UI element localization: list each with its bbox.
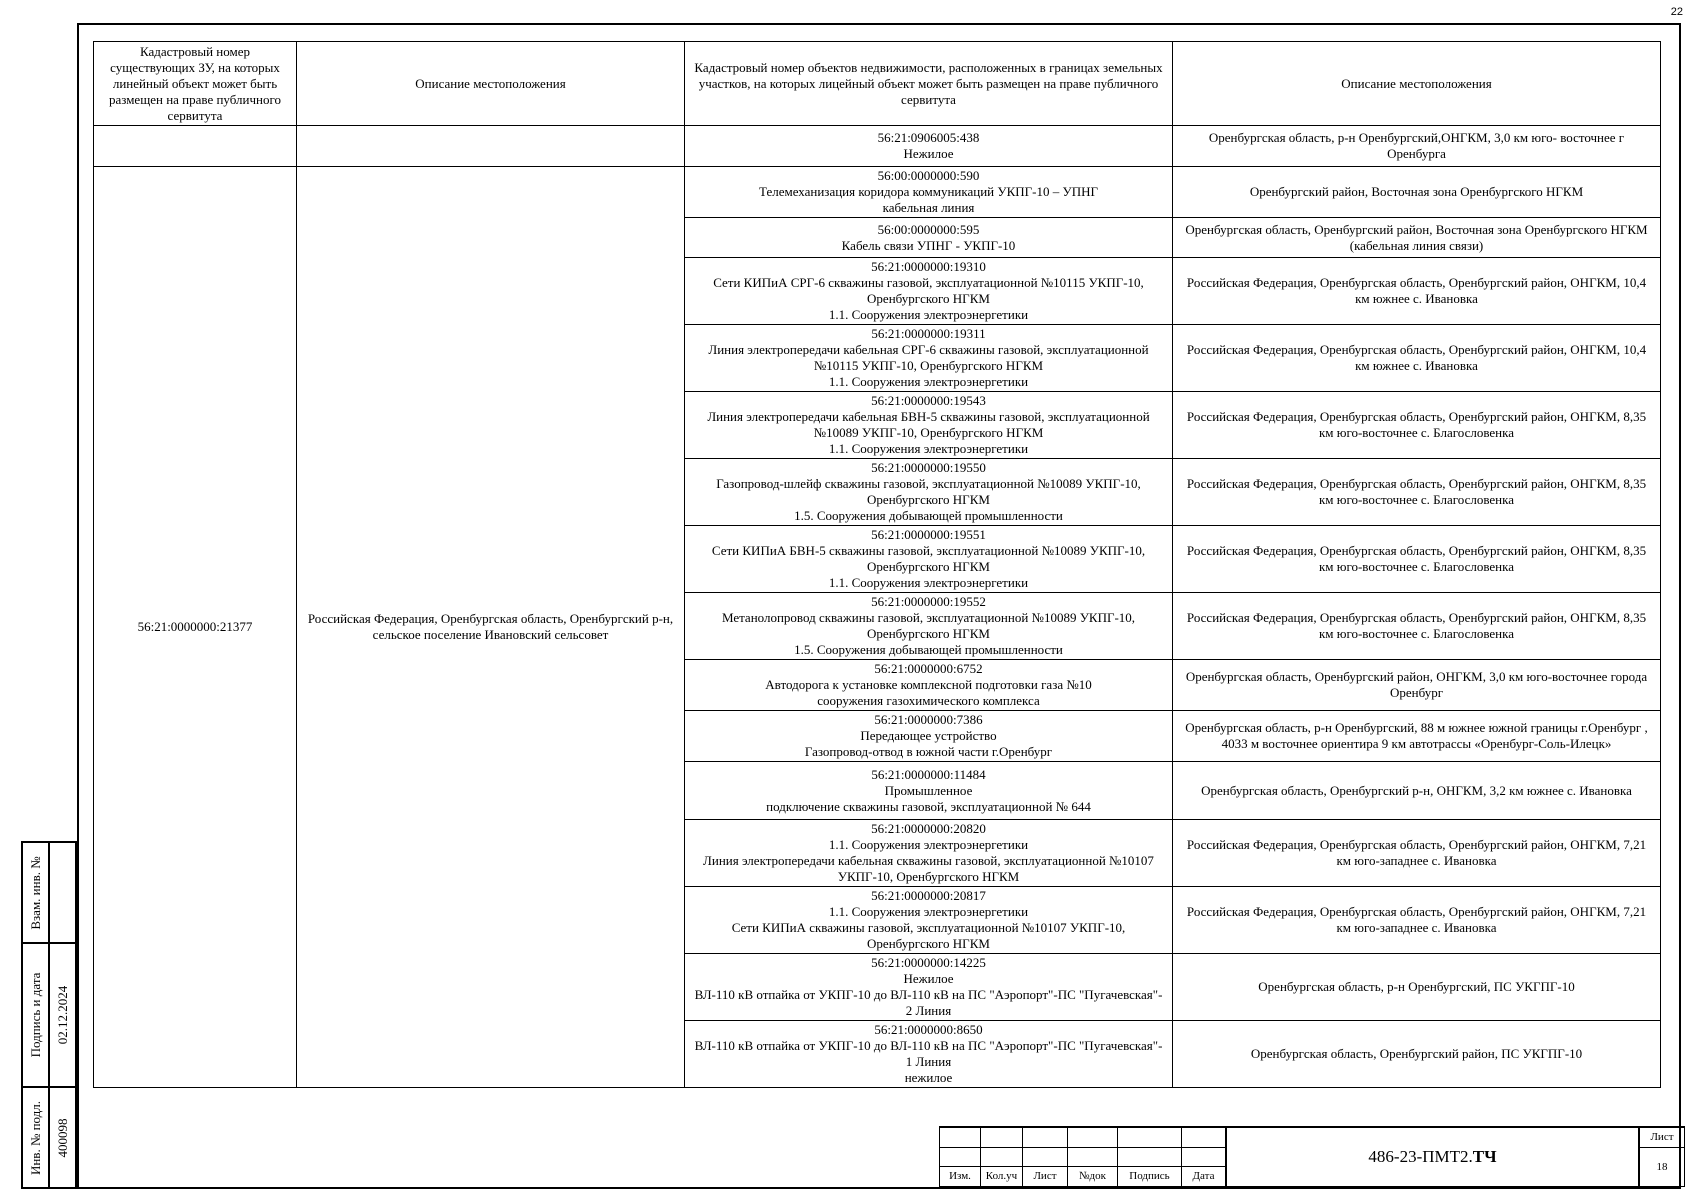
object-cell: 56:21:0000000:6752 Автодорога к установке комплексной подготовки газа №10 сооружения газохимического комплекса (685, 660, 1173, 711)
sheet-label: Лист (1639, 1127, 1685, 1147)
object-cell: 56:21:0000000:20817 1.1. Сооружения электроэнергетики Сети КИПиА скважины газовой, эксплуатационной №10107 УКПГ-10, Оренбургского НГКМ (685, 887, 1173, 954)
col-ndok: №док (1068, 1166, 1118, 1186)
sheet-number: 18 (1639, 1147, 1685, 1186)
object-cell: 56:21:0000000:20820 1.1. Сооружения электроэнергетики Линия электропередачи кабельная скважины газовой, эксплуатационной №10107 УКПГ-10, Оренбургского НГКМ (685, 820, 1173, 887)
sign-date: 02.12.2024 (54, 985, 70, 1045)
location-cell: Оренбургская область, Оренбургский р-н, ОНГКМ, 3,2 км южнее с. Ивановка (1173, 762, 1661, 820)
title-block (939, 1126, 1685, 1187)
object-cell: 56:21:0000000:19550 Газопровод-шлейф скважины газовой, эксплуатационной №10089 УКПГ-10, Оренбургского НГКМ 1.5. Сооружения добывающей промышленности (685, 459, 1173, 526)
location-cell: Российская Федерация, Оренбургская область, Оренбургский район, ОНГКМ, 7,21 км юго-западнее с. Ивановка (1173, 887, 1661, 954)
location-cell: Оренбургская область, Оренбургский район, Восточная зона Оренбургского НГКМ (кабельная линия связи) (1173, 218, 1661, 258)
location-cell: Оренбургский район, Восточная зона Оренбургского НГКМ (1173, 167, 1661, 218)
location-cell: Российская Федерация, Оренбургская область, Оренбургский район, ОНГКМ, 8,35 км юго-восточнее с. Благословенка (1173, 526, 1661, 593)
col-data: Дата (1182, 1166, 1227, 1186)
document-code: 486-23-ПМТ2.ТЧ (1368, 1146, 1497, 1166)
header-cadastral-parcel: Кадастровый номер существующих ЗУ, на которых линейный объект может быть размещен на праве публичного сервитута (94, 42, 297, 126)
object-cell: 56:21:0000000:19551 Сети КИПиА БВН-5 скважины газовой, эксплуатационной №10089 УКПГ-10, Оренбургского НГКМ 1.1. Сооружения электроэнергетики (685, 526, 1173, 593)
header-row (94, 42, 1661, 126)
side-stamp (21, 841, 77, 1189)
object-cell: 56:00:0000000:590 Телемеханизация коридора коммуникаций УКПГ-10 – УПНГ кабельная линия (685, 167, 1173, 218)
location-cell: Российская Федерация, Оренбургская область, Оренбургский район, ОНГКМ, 8,35 км юго-восточнее с. Благословенка (1173, 459, 1661, 526)
location-cell: Оренбургская область, Оренбургский район, ПС УКГПГ-10 (1173, 1021, 1661, 1088)
object-cell: 56:21:0000000:19552 Метанолопровод скважины газовой, эксплуатационной №10089 УКПГ-10, Оренбургского НГКМ 1.5. Сооружения добывающей промышленности (685, 593, 1173, 660)
table-row (94, 167, 1661, 218)
parcel-number-cell: 56:21:0000000:21377 (94, 167, 297, 1088)
col-kolich: Кол.уч (981, 1166, 1023, 1186)
object-cell: 56:21:0000000:19310 Сети КИПиА СРГ-6 скважины газовой, эксплуатационной №10115 УКПГ-10, Оренбургского НГКМ 1.1. Сооружения электроэнергетики (685, 258, 1173, 325)
location-cell: Оренбургская область, р-н Оренбургский, ПС УКГПГ-10 (1173, 954, 1661, 1021)
podpis-label: Подпись и дата (27, 972, 43, 1058)
location-cell: Оренбургская область, р-н Оренбургский, 88 м южнее южной границы г.Оренбург , 4033 м восточнее ориентира 9 км автотрассы «Оренбург-Соль-Илецк» (1173, 711, 1661, 762)
object-cell: 56:21:0000000:11484 Промышленное подключение скважины газовой, эксплуатационной № 644 (685, 762, 1173, 820)
location-cell: Оренбургская область, Оренбургский район, ОНГКМ, 3,0 км юго-восточнее города Оренбург (1173, 660, 1661, 711)
vzam-label: Взам. инв. № (27, 855, 43, 930)
location-cell: Российская Федерация, Оренбургская область, Оренбургский район, ОНГКМ, 10,4 км южнее с. Ивановка (1173, 258, 1661, 325)
empty-cell (297, 126, 685, 167)
object-cell: 56:21:0000000:19311 Линия электропередачи кабельная СРГ-6 скважины газовой, эксплуатационной №10115 УКПГ-10, Оренбургского НГКМ 1.1. Сооружения электроэнергетики (685, 325, 1173, 392)
col-list: Лист (1023, 1166, 1068, 1186)
location-cell: Российская Федерация, Оренбургская область, Оренбургский район, ОНГКМ, 7,21 км юго-западнее с. Ивановка (1173, 820, 1661, 887)
location-cell: Российская Федерация, Оренбургская область, Оренбургский район, ОНГКМ, 10,4 км южнее с. Ивановка (1173, 325, 1661, 392)
header-cadastral-objects: Кадастровый номер объектов недвижимости, расположенных в границах земельных участков, на которых лицейный объект может быть размещен на праве публичного сервитута (685, 42, 1173, 126)
servitude-table (93, 41, 1661, 1088)
table-row (94, 126, 1661, 167)
object-cell: 56:21:0000000:14225 Нежилое ВЛ-110 кВ отпайка от УКПГ-10 до ВЛ-110 кВ на ПС "Аэропорт"-ПС "Пугачевская"- 2 Линия (685, 954, 1173, 1021)
empty-cell (94, 126, 297, 167)
location-cell: Оренбургская область, р-н Оренбургский,ОНГКМ, 3,0 км юго- восточнее г Оренбурга (1173, 126, 1661, 167)
page-number: 22 (1670, 6, 1683, 18)
col-izm: Изм. (940, 1166, 981, 1186)
location-cell: Российская Федерация, Оренбургская область, Оренбургский район, ОНГКМ, 8,35 км юго-восточнее с. Благословенка (1173, 593, 1661, 660)
object-cell: 56:21:0000000:7386 Передающее устройство Газопровод-отвод в южной части г.Оренбург (685, 711, 1173, 762)
inv-label: Инв. № подл. (27, 1100, 43, 1175)
object-cell: 56:00:0000000:595 Кабель связи УПНГ - УКПГ-10 (685, 218, 1173, 258)
header-object-location: Описание местоположения (1173, 42, 1661, 126)
object-cell: 56:21:0000000:8650 ВЛ-110 кВ отпайка от УКПГ-10 до ВЛ-110 кВ на ПС "Аэропорт"-ПС "Пугачевская"- 1 Линия нежилое (685, 1021, 1173, 1088)
object-cell: 56:21:0000000:19543 Линия электропередачи кабельная БВН-5 скважины газовой, эксплуатационной №10089 УКПГ-10, Оренбургского НГКМ 1.1. Сооружения электроэнергетики (685, 392, 1173, 459)
location-cell: Российская Федерация, Оренбургская область, Оренбургский район, ОНГКМ, 8,35 км юго-восточнее с. Благословенка (1173, 392, 1661, 459)
header-location: Описание местоположения (297, 42, 685, 126)
inv-value: 400098 (54, 1118, 70, 1157)
object-cell: 56:21:0906005:438 Нежилое (685, 126, 1173, 167)
parcel-location-cell: Российская Федерация, Оренбургская область, Оренбургский р-н, сельское поселение Ивановский сельсовет (297, 167, 685, 1088)
col-podpis: Подпись (1118, 1166, 1182, 1186)
